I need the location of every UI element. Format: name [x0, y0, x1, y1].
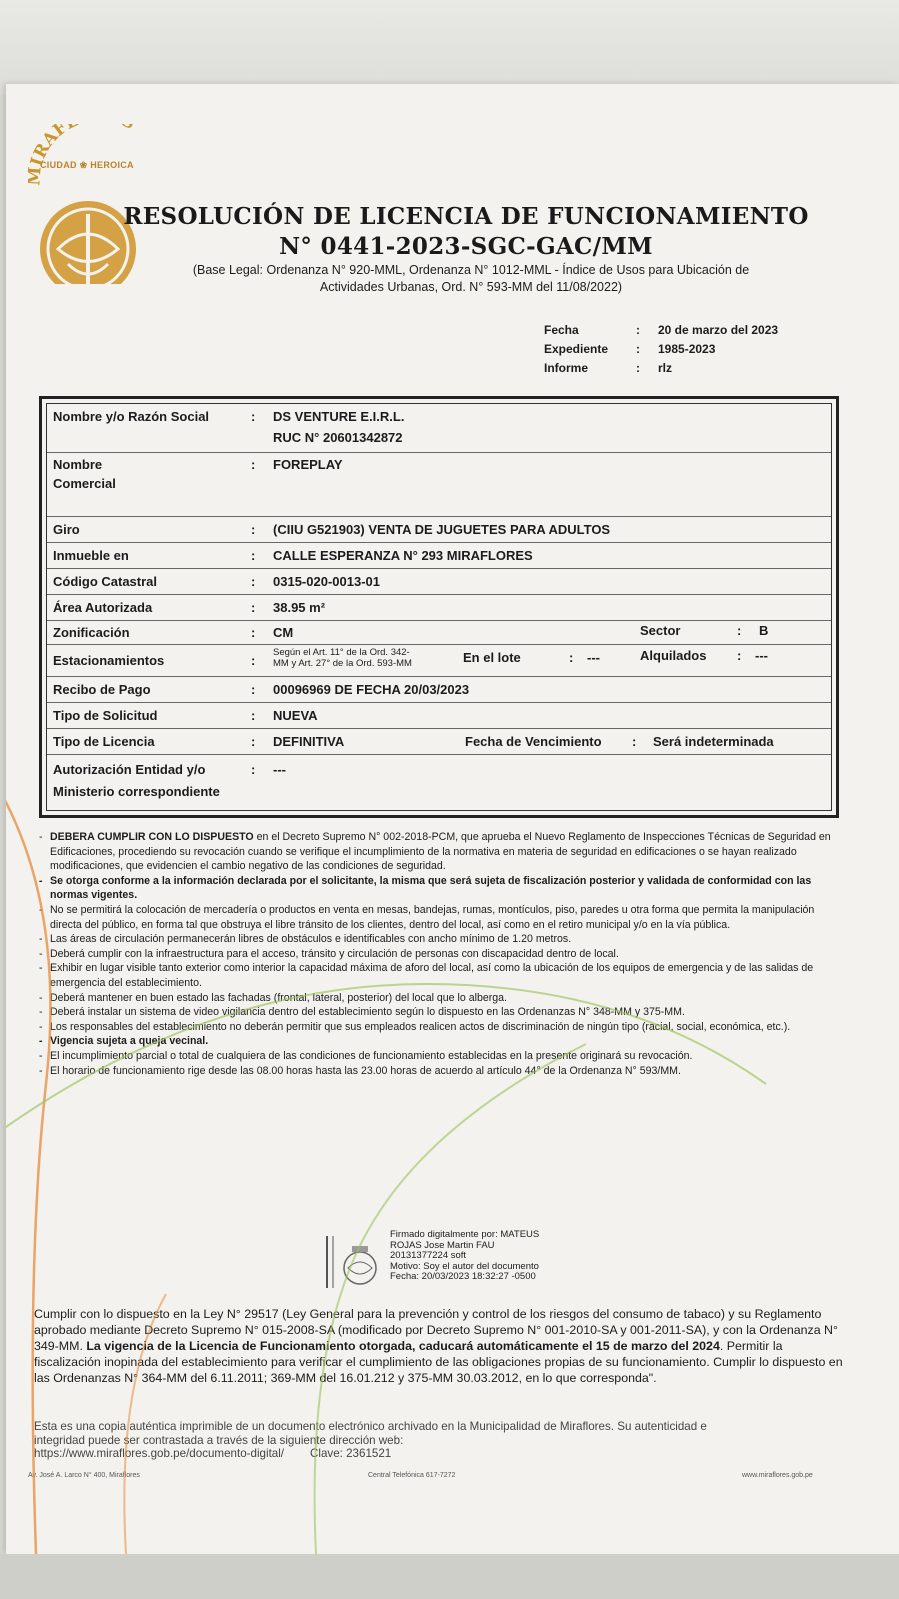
label-nombre: Nombre	[53, 457, 103, 472]
verification-key: Clave: 2361521	[310, 1447, 392, 1460]
title-line-1: RESOLUCIÓN DE LICENCIA DE FUNCIONAMIENTO	[123, 203, 809, 230]
colon: :	[737, 648, 742, 663]
condition-item: - No se permitirá la colocación de mercadería o productos en venta en mesas, bandejas, rumas, montículos, piso, paredes u otra forma que permita la manipulación directa del público, en forma tal que obstruya el libre tránsito de los clientes, dentro del local, así como en el retiro municipal y/o en la vía pública.	[36, 903, 846, 932]
row-zonificacion	[47, 620, 831, 645]
label-autorizacion-1: Autorización Entidad y/o	[53, 762, 206, 777]
legal-basis-line-1: (Base Legal: Ordenanza N° 920-MML, Ordenanza N° 1012-MML - Índice de Usos para Ubicación de	[192, 263, 750, 277]
signature-line: Firmado digitalmente por: MATEUS	[390, 1229, 540, 1240]
meta-informe	[544, 358, 778, 377]
value-ruc: RUC N° 20601342872	[273, 430, 403, 445]
value-area: 38.95 m²	[273, 600, 326, 615]
row-codigo-catastral	[47, 568, 831, 595]
license-details-box	[39, 396, 839, 818]
colon: :	[251, 734, 256, 749]
footer-address: Av. José A. Larco N° 400, Miraflores	[28, 1472, 140, 1479]
colon: :	[251, 574, 256, 589]
meta-key: Fecha	[544, 322, 579, 337]
colon: :	[251, 522, 256, 537]
colon: :	[251, 708, 256, 723]
value-en-el-lote: ---	[587, 650, 600, 665]
footer-paragraph	[34, 1306, 849, 1386]
value-codigo-catastral: 0315-020-0013-01	[273, 574, 380, 589]
meta-value: rlz	[658, 360, 673, 375]
condition-item: - Los responsables del establecimiento no deberán permitir que sus empleados realicen actos de discriminación de ningún tipo (racial, social, económica, etc.).	[36, 1020, 846, 1035]
authenticity-line: integridad puede ser contrastada a través de la siguiente dirección web:	[34, 1433, 404, 1447]
condition-item: - El incumplimiento parcial o total de cualquiera de las condiciones de funcionamiento establecidas en la presente originará su revocación.	[36, 1049, 846, 1064]
row-nombre-comercial	[47, 452, 831, 517]
label-fecha-vencimiento: Fecha de Vencimiento	[465, 734, 602, 749]
label-tipo-solicitud: Tipo de Solicitud	[53, 708, 158, 723]
footer-bold-text: La vigencia de la Licencia de Funcionamiento otorgada, caducará automáticamente el 15 de marzo del 2024	[86, 1339, 720, 1353]
value-sector: B	[759, 623, 769, 638]
signature-line: 20131377224 soft	[390, 1250, 467, 1261]
colon: :	[251, 762, 256, 777]
colon: :	[251, 682, 256, 697]
signature-line: Motivo: Soy el autor del documento	[390, 1260, 539, 1272]
condition-item: - Las áreas de circulación permanecerán libres de obstáculos e identificables con ancho mínimo de 1.20 metros.	[36, 932, 846, 947]
meta-key: Informe	[544, 360, 589, 375]
label-comercial: Comercial	[53, 476, 116, 491]
value-estac-line-2: MM y Art. 27° de la Ord. 593-MM	[273, 658, 412, 669]
value-giro: (CIIU G521903) VENTA DE JUGUETES PARA ADULTOS	[273, 522, 611, 537]
logo-top-text: IRAF	[28, 124, 72, 169]
meta-colon: :	[636, 341, 640, 356]
digital-signature	[324, 1230, 584, 1294]
meta-colon: :	[636, 360, 640, 375]
label-inmueble: Inmueble en	[53, 548, 129, 563]
signature-text	[390, 1230, 539, 1283]
table-surface	[0, 0, 899, 95]
value-tipo-licencia: DEFINITIVA	[273, 734, 345, 749]
footer-phone: Central Telefónica 617-7272	[368, 1472, 456, 1479]
label-giro: Giro	[53, 522, 80, 537]
title-line-2: N° 0441-2023-SGC-GAC/MM	[279, 233, 653, 260]
value-recibo: 00096969 DE FECHA 20/03/2023	[273, 682, 470, 697]
value-zonificacion: CM	[273, 625, 294, 640]
label-razon-social: Nombre y/o Razón Social	[53, 409, 210, 424]
meta-colon: :	[636, 322, 640, 337]
value-estac-line-1: Según el Art. 11° de la Ord. 342-	[273, 647, 410, 658]
meta-expediente	[544, 339, 778, 358]
document-meta	[544, 320, 778, 377]
value-fecha-vencimiento: Será indeterminada	[653, 734, 774, 749]
authenticity-note	[34, 1420, 849, 1461]
condition-item: - El horario de funcionamiento rige desde las 08.00 horas hasta las 23.00 horas de acuerdo al artículo 44° de la Ordenanza N° 593/MM.	[36, 1064, 846, 1079]
signature-seal-icon	[324, 1230, 386, 1292]
colon: :	[632, 734, 637, 749]
legal-basis	[156, 262, 786, 296]
row-recibo	[47, 676, 831, 703]
label-en-el-lote: En el lote	[463, 650, 521, 665]
colon: :	[251, 548, 256, 563]
page-title	[106, 202, 826, 262]
label-recibo: Recibo de Pago	[53, 682, 151, 697]
value-inmueble: CALLE ESPERANZA N° 293 MIRAFLORES	[273, 548, 533, 563]
row-autorizacion	[47, 754, 831, 812]
row-razon-social	[47, 404, 831, 453]
document-page	[6, 84, 899, 1554]
condition-item: - Deberá cumplir con la infraestructura para el acceso, tránsito y circulación de personas con discapacidad dentro de local.	[36, 947, 846, 962]
svg-text:MIRAFLORES	[28, 124, 138, 186]
value-nombre-comercial: FOREPLAY	[273, 457, 343, 472]
condition-item: - Se otorga conforme a la información declarada por el solicitante, la misma que será sujeta de fiscalización posterior y validada de conformidad con las normas vigentes.	[36, 874, 846, 903]
row-tipo-licencia	[47, 728, 831, 755]
condition-text: en el Decreto Supremo N° 002-2018-PCM, que aprueba el Nuevo Reglamento de Inspecciones Técnicas de Seguridad en Edificaciones, procediendo su revocación cuando se verifique el incumplimiento de la normativa en materia de seguridad en edificaciones o se hayan realizado modificaciones, que evidencien el cambio negativo de las condiciones de seguridad.	[50, 831, 831, 873]
conditions-list	[36, 830, 846, 1078]
colon: :	[251, 600, 256, 615]
meta-key: Expediente	[544, 341, 609, 356]
condition-item	[36, 830, 846, 874]
row-inmueble	[47, 542, 831, 569]
value-tipo-solicitud: NUEVA	[273, 708, 318, 723]
label-tipo-licencia: Tipo de Licencia	[53, 734, 155, 749]
signature-line: Fecha: 20/03/2023 18:32:27 -0500	[390, 1271, 536, 1282]
signature-line: ROJAS Jose Martin FAU	[390, 1239, 495, 1251]
condition-item: - Exhibir en lugar visible tanto exterior como interior la capacidad máxima de aforo del local, así como la ubicación de los equipos de emergencia y de las salidas de emergencia del establecimiento.	[36, 961, 846, 990]
colon: :	[251, 409, 256, 424]
logo-ciudad-heroica: CIUDAD ❀ HEROICA	[40, 160, 134, 170]
condition-bold: DEBERA CUMPLIR CON LO DISPUESTO	[50, 831, 254, 843]
table-surface-bottom	[0, 1554, 899, 1599]
label-alquilados: Alquilados	[640, 648, 707, 663]
row-estacionamientos	[47, 644, 831, 677]
footer-text: Cumplir con lo dispuesto en la Ley N° 29517 (Ley General para la prevención y control de los riesgos del consumo de tabaco) y su Reglamento aprobado mediante Decreto Supremo N° 015-2008-SA (modificado por Decreto Supremo N° 001-2010-SA y 001-2011-SA), y con la Ordenanza N° 349-MM.	[34, 1307, 838, 1353]
value-razon-social: DS VENTURE E.I.R.L.	[273, 409, 405, 424]
footer-text-end: . Permitir la fiscalización inopinada del establecimiento para verificar el cumplimiento de las obligaciones propias de su funcionamiento. Cumplir lo dispuesto en las Ordenanzas N° 364-MM del 6.11.2011; 369-MM del 16.01.212 y 375-MM 30.03.2012, en lo que corresponda".	[34, 1339, 843, 1385]
value-alquilados: ---	[755, 648, 768, 663]
label-codigo-catastral: Código Catastral	[53, 574, 158, 589]
label-area: Área Autorizada	[53, 600, 153, 615]
meta-fecha	[544, 320, 778, 339]
condition-item: - Deberá instalar un sistema de video vigilancia dentro del establecimiento según lo dispuesto en las Ordenanzas N° 348-MM y 375-MM.	[36, 1005, 846, 1020]
row-tipo-solicitud	[47, 702, 831, 729]
condition-item: - Deberá mantener en buen estado las fachadas (frontal, lateral, posterior) del local que lo alberga.	[36, 991, 846, 1006]
meta-value: 1985-2023	[658, 341, 716, 356]
label-autorizacion-2: Ministerio correspondiente	[53, 784, 220, 799]
label-estacionamientos: Estacionamientos	[53, 653, 165, 668]
condition-item: - Vigencia sujeta a queja vecinal.	[36, 1034, 846, 1049]
legal-basis-line-2: Actividades Urbanas, Ord. N° 593-MM del 11/08/2022)	[319, 280, 623, 294]
colon: :	[737, 623, 742, 638]
colon: :	[569, 650, 574, 665]
footer-website: www.miraflores.gob.pe	[742, 1472, 813, 1479]
colon: :	[251, 653, 256, 668]
label-sector: Sector	[640, 623, 681, 638]
colon: :	[251, 625, 256, 640]
authenticity-line: Esta es una copia auténtica imprimible de un documento electrónico archivado en la Municipalidad de Miraflores. Su autenticidad e	[34, 1420, 707, 1433]
verification-link[interactable]: https://www.miraflores.gob.pe/documento-digital/	[34, 1447, 285, 1460]
value-autorizacion: ---	[273, 762, 286, 777]
row-area	[47, 594, 831, 621]
meta-value: 20 de marzo del 2023	[658, 322, 779, 337]
row-giro	[47, 516, 831, 543]
label-zonificacion: Zonificación	[53, 625, 130, 640]
colon: :	[251, 457, 256, 472]
